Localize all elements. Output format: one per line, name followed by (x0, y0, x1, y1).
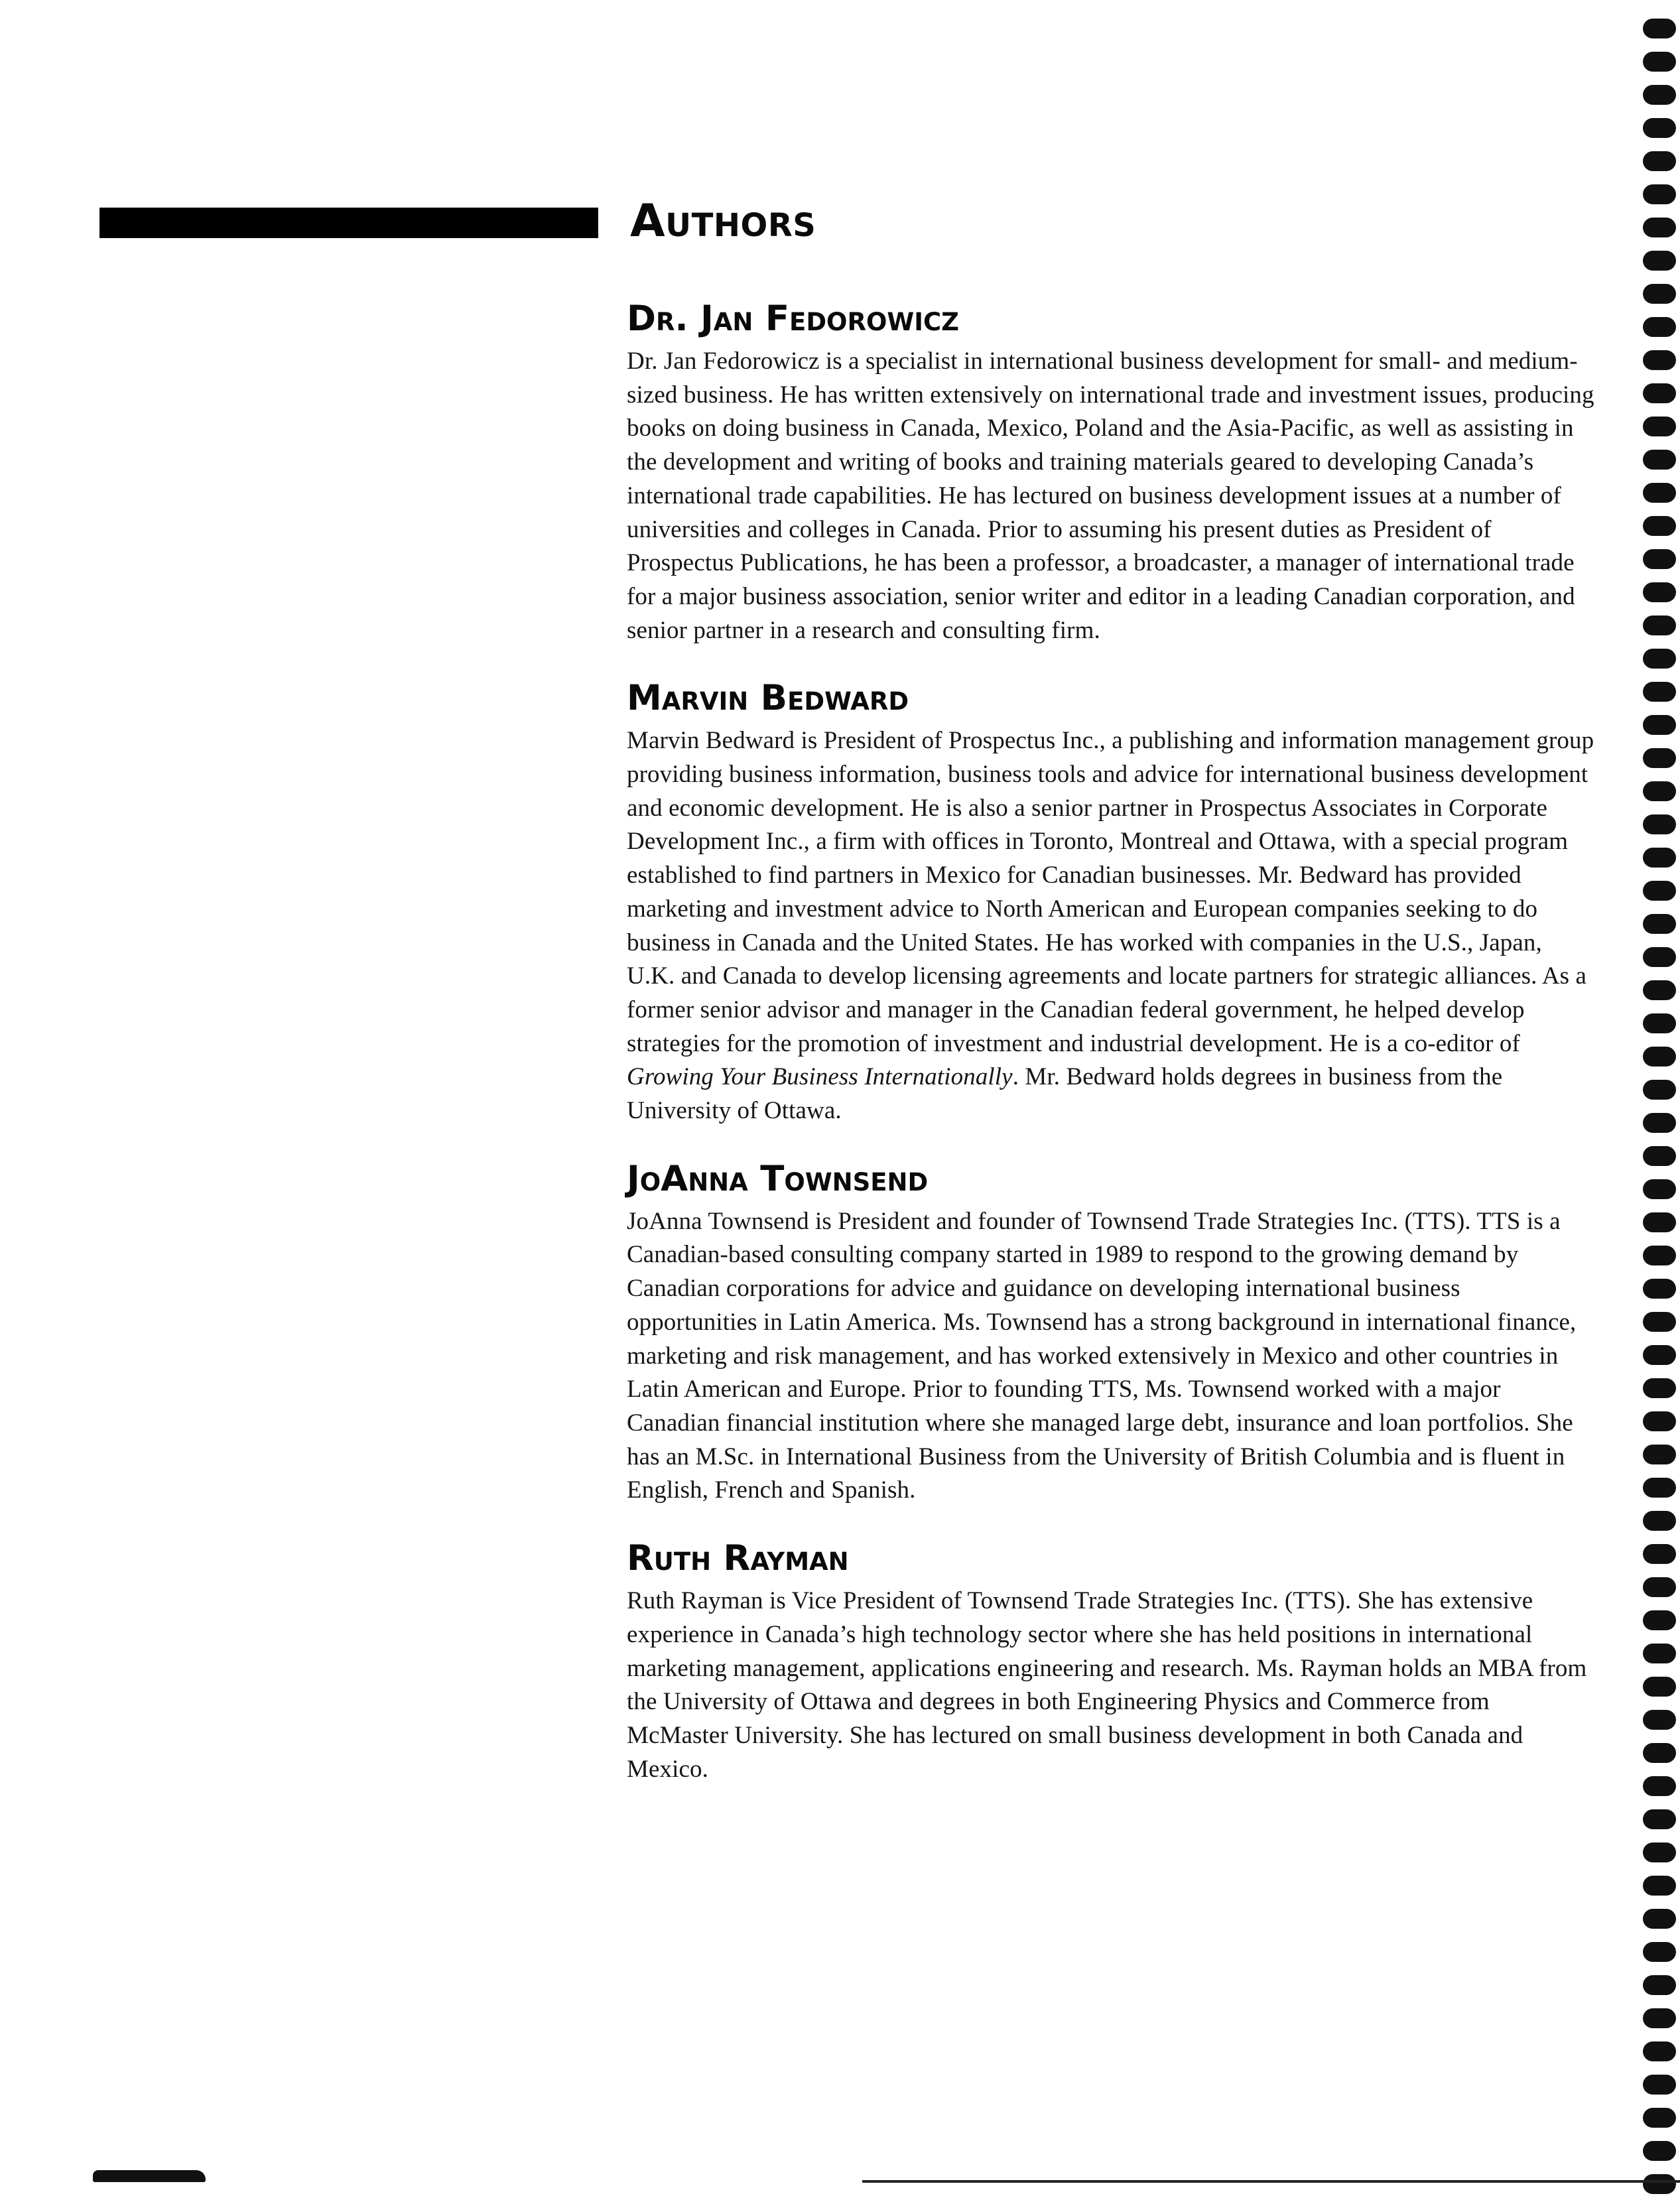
binding-hole (1643, 1246, 1676, 1265)
binding-hole (1643, 1909, 1676, 1929)
binding-hole (1643, 1677, 1676, 1697)
binding-hole (1643, 649, 1676, 669)
binding-hole (1643, 1743, 1676, 1763)
binding-hole (1643, 450, 1676, 470)
binding-hole (1643, 881, 1676, 901)
author-bio-text: . Mr. Bedward holds degrees in business from the University of Ottawa. (627, 1063, 1503, 1125)
author-bio-text: Marvin Bedward is President of Prospectus Inc., a publishing and information management group providing business information, business tools and advice for international business development and economic development. He is also a senior partner in Prospectus Associates in Corporate Development Inc., a firm with offices in Toronto, Montreal and Ottawa, with a special program established to find partners in Mexico for Canadian businesses. Mr. Bedward has provided marketing and investment advice to North American and European companies seeking to do business in Canada and the United States. He has worked with companies in the U.S., Japan, U.K. and Canada to develop licensing agreements and locate partners for strategic alliances. As a former senior advisor and manager in the Canadian federal government, he helped develop strategies for the promotion of investment and industrial development. He is a co-editor of (627, 727, 1594, 1057)
binding-hole (1643, 1876, 1676, 1896)
footer-mark (93, 2170, 206, 2182)
binding-hole (1643, 1577, 1676, 1597)
binding-hole (1643, 1975, 1676, 1995)
binding-hole (1643, 284, 1676, 304)
binding-hole (1643, 1511, 1676, 1531)
author-bio: Dr. Jan Fedorowicz is a specialist in international business development for small- and medium-sized business. He has written extensively on international trade and investment issues, producing books on doing business in Canada, Mexico, Poland and the Asia-Pacific, as well as assisting in the development and writing of books and training materials geared to developing Canada’s international trade capabilities. He has lectured on business development issues at a number of universities and colleges in Canada. Prior to assuming his present duties as President of Prospectus Publications, he has been a professor, a broadcaster, a manager of international trade for a major business association, senior writer and editor in a leading Canadian corporation, and senior partner in a research and consulting firm. (627, 348, 1594, 644)
binding-hole (1643, 1146, 1676, 1166)
binding-hole (1643, 52, 1676, 72)
binding-hole (1643, 947, 1676, 967)
author-name: Ruth Rayman (627, 1538, 849, 1579)
binding-hole (1643, 2041, 1676, 2061)
binding-hole (1643, 317, 1676, 337)
binding-hole (1643, 1047, 1676, 1067)
binding-hole (1643, 1312, 1676, 1332)
section-header-bar (99, 208, 598, 238)
binding-hole (1643, 1179, 1676, 1199)
binding-hole (1643, 1478, 1676, 1498)
binding-hole (1643, 1411, 1676, 1431)
binding-hole (1643, 218, 1676, 237)
binding-hole (1643, 1809, 1676, 1829)
binding-hole (1643, 1843, 1676, 1862)
authors-list (627, 297, 1595, 1815)
binding-hole (1643, 848, 1676, 868)
author-bio: JoAnna Townsend is President and founder of Townsend Trade Strategies Inc. (TTS). TTS is a Canadian-based consulting company started in 1989 to respond to the growing demand by Canadian corporations for advice and guidance on developing international business opportunities in Latin America. Ms. Townsend has a strong background in international finance, marketing and risk management, and has worked extensively in Mexico and other countries in Latin American and Europe. Prior to founding TTS, Ms. Townsend worked with a major Canadian financial institution where she managed large debt, insurance and loan portfolios. She has an M.Sc. in International Business from the University of British Columbia and is fluent in English, French and Spanish. (627, 1207, 1577, 1504)
page-title: Authors (630, 195, 816, 247)
binding-hole (1643, 350, 1676, 370)
binding-hole (1643, 483, 1676, 503)
binding-hole (1643, 1279, 1676, 1299)
binding-hole (1643, 781, 1676, 801)
binding-hole (1643, 748, 1676, 768)
binding-hole (1643, 251, 1676, 271)
binding-hole (1643, 2141, 1676, 2161)
book-title: Growing Your Business Internationally (627, 1063, 1013, 1091)
author-bio: Ruth Rayman is Vice President of Townsend Trade Strategies Inc. (TTS). She has extensive experience in Canada’s high technology sector where she has held positions in international marketing management, applications engineering and research. Ms. Rayman holds an MBA from the University of Ottawa and degrees in both Engineering Physics and Commerce from McMaster University. She has lectured on small business development in both Canada and Mexico. (627, 1587, 1587, 1783)
binding-hole (1643, 715, 1676, 735)
binding-hole (1643, 1776, 1676, 1796)
binding-hole (1643, 1544, 1676, 1564)
binding-hole (1643, 516, 1676, 536)
author-entry (627, 297, 1595, 647)
binding-hole (1643, 1013, 1676, 1033)
binding-hole (1643, 615, 1676, 635)
binding-hole (1643, 2075, 1676, 2095)
binding-hole (1643, 814, 1676, 834)
binding-hole (1643, 2108, 1676, 2128)
binding-hole (1643, 914, 1676, 934)
binding-hole (1643, 1610, 1676, 1630)
binding-hole (1643, 2008, 1676, 2028)
author-bio (627, 724, 1595, 1128)
binding-hole (1643, 2174, 1676, 2194)
binding-hole (1643, 582, 1676, 602)
binding-hole (1643, 1644, 1676, 1663)
binding-hole (1643, 682, 1676, 702)
binding-hole (1643, 184, 1676, 204)
binding-hole (1643, 1445, 1676, 1464)
author-name: Marvin Bedward (627, 678, 909, 719)
binding-hole (1643, 1212, 1676, 1232)
author-name: JoAnna Townsend (627, 1158, 929, 1199)
binding-hole (1643, 980, 1676, 1000)
binding-hole (1643, 383, 1676, 403)
binding-hole (1643, 1113, 1676, 1133)
footer-rule (862, 2180, 1680, 2183)
binding-hole (1643, 1378, 1676, 1398)
binding-hole (1643, 549, 1676, 569)
author-entry (627, 1157, 1595, 1508)
binding-hole (1643, 1080, 1676, 1100)
author-entry (627, 1537, 1595, 1786)
spiral-binding (1640, 0, 1680, 2200)
author-entry (627, 677, 1595, 1128)
binding-hole (1643, 1710, 1676, 1730)
binding-hole (1643, 118, 1676, 138)
binding-hole (1643, 19, 1676, 38)
binding-hole (1643, 85, 1676, 105)
binding-hole (1643, 417, 1676, 436)
binding-hole (1643, 1345, 1676, 1365)
binding-hole (1643, 151, 1676, 171)
author-name: Dr. Jan Fedorowicz (627, 298, 959, 339)
binding-hole (1643, 1942, 1676, 1962)
